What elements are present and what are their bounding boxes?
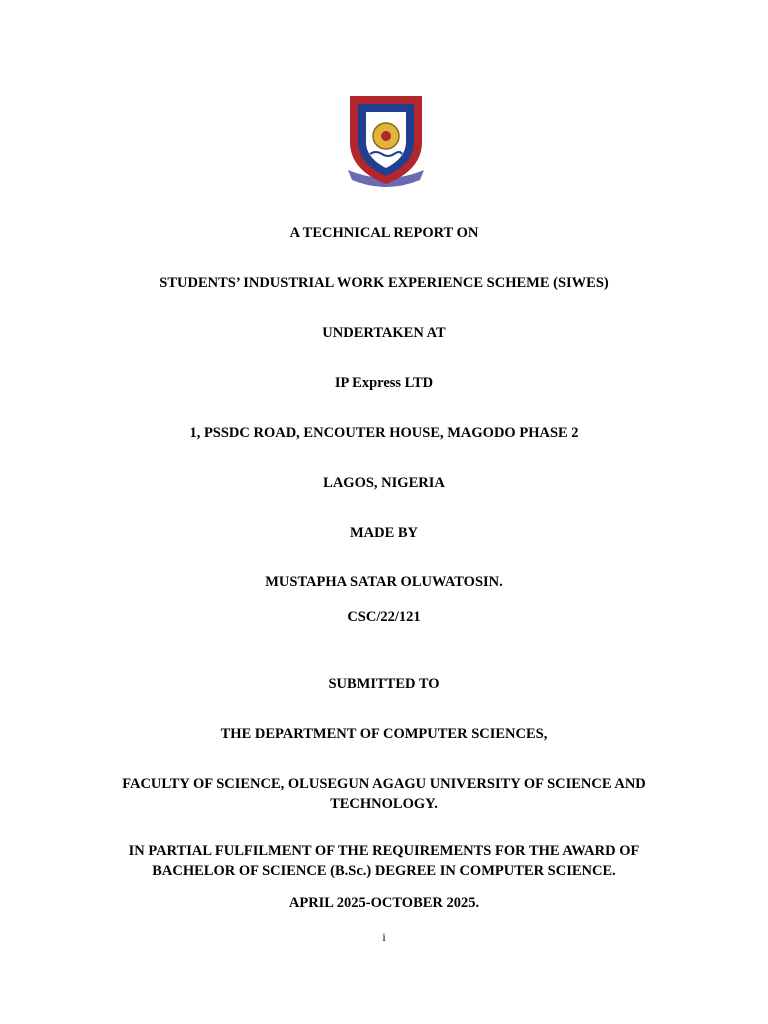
page-number: i: [382, 930, 386, 944]
company-address: 1, PSSDC ROAD, ENCOUTER HOUSE, MAGODO PHASE 2: [189, 425, 579, 441]
degree-purpose: IN PARTIAL FULFILMENT OF THE REQUIREMENTS FOR THE AWARD OF BACHELOR OF SCIENCE (B.Sc.) DEGREE IN COMPUTER SCIENCE.: [128, 843, 640, 879]
undertaken-at-label: UNDERTAKEN AT: [322, 325, 446, 341]
faculty-name: FACULTY OF SCIENCE, OLUSEGUN AGAGU UNIVERSITY OF SCIENCE AND TECHNOLOGY.: [122, 776, 646, 812]
company-name: IP Express LTD: [334, 375, 434, 391]
made-by-label: MADE BY: [349, 525, 419, 541]
report-period: APRIL 2025-OCTOBER 2025.: [288, 895, 480, 911]
submitted-to-label: SUBMITTED TO: [328, 676, 440, 692]
matric-number: CSC/22/121: [347, 609, 421, 625]
author-name: MUSTAPHA SATAR OLUWATOSIN.: [265, 574, 503, 590]
university-crest-logo: [340, 90, 432, 190]
department-name: THE DEPARTMENT OF COMPUTER SCIENCES,: [220, 726, 548, 742]
report-heading: A TECHNICAL REPORT ON: [289, 225, 479, 241]
crest-gear-center: [381, 131, 391, 141]
crest-top-band: [358, 98, 414, 104]
company-city: LAGOS, NIGERIA: [323, 475, 445, 491]
scheme-title: STUDENTS’ INDUSTRIAL WORK EXPERIENCE SCHEME (SIWES): [159, 275, 609, 291]
